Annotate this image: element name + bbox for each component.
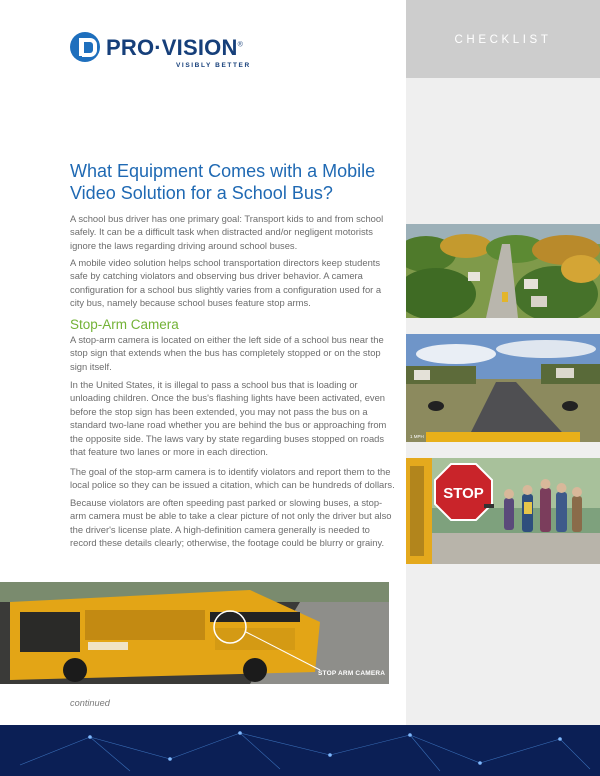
- dashcam-road-photo: [406, 334, 600, 442]
- stop-arm-camera-caption: STOP ARM CAMERA: [318, 670, 386, 677]
- intro-paragraph-1: A school bus driver has one primary goal: Transport kids to and from school safely. It can be a difficult task when distracted and/or negligent motorists ignore the laws regarding driving around school buses.: [70, 213, 384, 251]
- section-paragraph-2: In the United States, it is illegal to pass a school bus that is loading or unloading children. Once the bus's flashing lights have been activated, even before the stop sign has been extended, you may not pass the bus on a standard two-lane road whether you are behind the bus or approaching from the opposite side. The laws vary by state regarding buses stopped on roads that feature two lanes or more in each direction.: [70, 379, 387, 458]
- stop-sign-text: STOP: [443, 485, 484, 502]
- section-paragraph-1: A stop-arm camera is located on either the left side of a school bus near the stop sign that extends when the bus has completely stopped or on the stop sign itself.: [70, 334, 384, 372]
- dashcam-speed-readout: 1 MPH: [410, 434, 424, 439]
- provision-logo: [70, 32, 280, 72]
- brand-tagline: VISIBLY BETTER: [176, 62, 251, 69]
- section-paragraph-3: The goal of the stop-arm camera is to identify violators and report them to the local police so they can be issued a citation, which can be hundreds of dollars.: [70, 466, 395, 491]
- brand-name: PRO·VISION®: [106, 35, 243, 60]
- continued-label: continued: [70, 698, 110, 708]
- section-paragraph-4: Because violators are often speeding past parked or slowing buses, a stop-arm camera must be able to take a clear picture of not only the driver but also the driver's license plate. A high-definition camera generally is needed to record these details clearly; otherwise, the footage could be blurry or grainy.: [70, 497, 392, 549]
- logo-p-icon: [70, 32, 100, 62]
- intro-paragraph-2: A mobile video solution helps school transportation directors keep students safe by catching violators and observing bus driver behavior. A camera configuration for a school bus slightly varies from a configuration used for a city bus, namely because school buses feature stop arms.: [70, 257, 382, 309]
- section-heading: Stop-Arm Camera: [70, 317, 179, 332]
- checklist-label: CHECKLIST: [454, 34, 552, 46]
- school-bus-photo: [0, 582, 389, 684]
- stop-sign-photo: [406, 458, 600, 564]
- page-title: What Equipment Comes with a Mobile Video Solution for a School Bus?: [70, 161, 376, 203]
- footer-network-band: [0, 725, 600, 776]
- aerial-neighborhood-photo: [406, 224, 600, 318]
